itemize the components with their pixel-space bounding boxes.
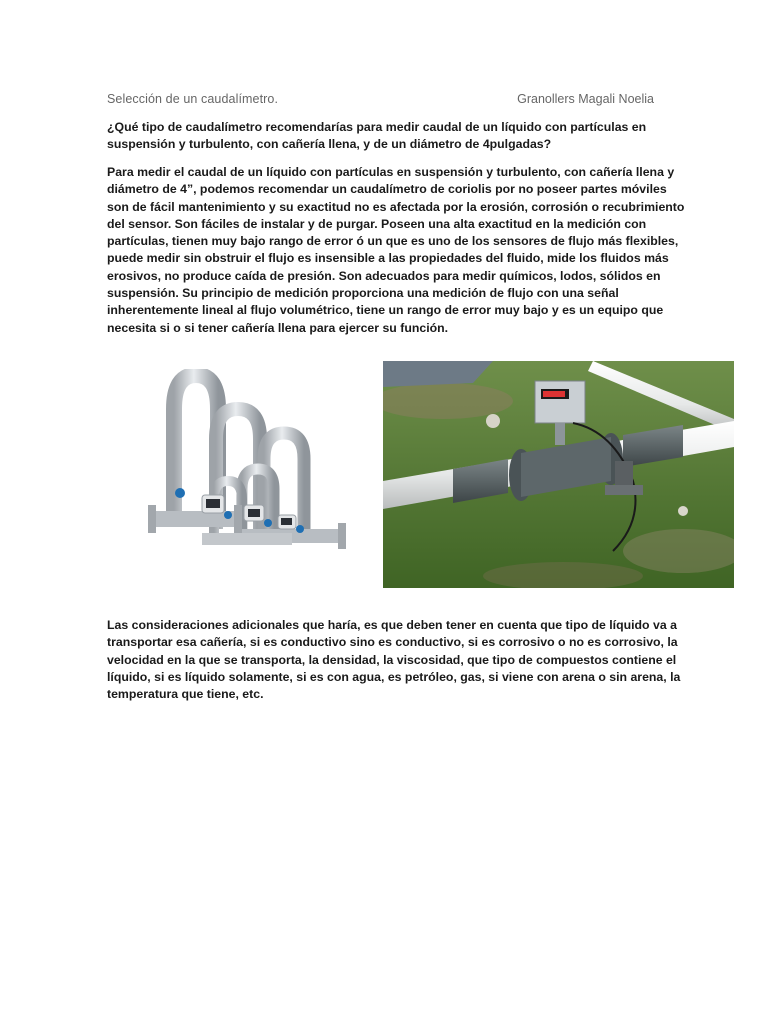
answer-line: del sensor. Son fáciles de instalar y de purgar. Poseen una alta exactitud en la medición con [107, 216, 647, 231]
answer-line: partículas, tienen muy bajo rango de error ó un que es uno de los sensores de flujo más flexibles, [107, 234, 679, 249]
answer-line: puede medir sin obstruir el flujo es insensible a las propiedades del fluido, mide los fluidos más [107, 251, 669, 266]
considerations-line: transportar esa cañería, si es conductivo sino es conductivo, si es corrosivo o no es corrosivo, la [107, 635, 678, 650]
answer-line: necesita si o si tener cañería llena para ejercer su función. [107, 320, 449, 335]
coriolis-meters-image [146, 369, 354, 563]
answer-paragraph [107, 164, 685, 337]
document-title: Selección de un caudalímetro. [107, 92, 279, 106]
question-line: suspensión y turbulento, con cañería llena, y de un diámetro de 4pulgadas? [107, 137, 552, 152]
answer-line: son de fácil mantenimiento y su exactitud no es afectada por la erosión, corrosión o recubrimiento [107, 199, 685, 214]
considerations-paragraph [107, 617, 681, 703]
considerations-line: Las consideraciones adicionales que haría, es que deben tener en cuenta que tipo de líquido va a [107, 618, 677, 632]
question-line: ¿Qué tipo de caudalímetro recomendarías para medir caudal de un líquido con partículas en [107, 120, 647, 134]
considerations-line: temperatura que tiene, etc. [107, 687, 264, 702]
answer-line: Para medir el caudal de un líquido con partículas en suspensión y turbulento, con cañería llena y [107, 165, 675, 179]
question-paragraph [107, 119, 660, 154]
answer-line: inherentemente lineal al flujo volumétrico, tiene un rango de error muy bajo y es un equipo que [107, 303, 664, 318]
answer-line: erosivos, no produce caída de presión. Son adecuados para medir químicos, lodos, sólidos en [107, 268, 661, 283]
installed-flowmeter-photo [383, 361, 734, 588]
answer-line: diámetro de 4”, podemos recomendar un caudalímetro de coriolis por no poseer partes móviles [107, 182, 667, 197]
document-author: Granollers Magali Noelia [517, 92, 654, 106]
answer-line: suspensión. Su principio de medición proporciona una medición de flujo con una señal [107, 286, 619, 301]
considerations-line: líquido, si es líquido solamente, si es con agua, es petróleo, gas, si viene con arena o sin arena, la [107, 669, 681, 684]
considerations-line: velocidad en la que se transporta, la densidad, la viscosidad, que tipo de compuestos contiene el [107, 652, 677, 667]
